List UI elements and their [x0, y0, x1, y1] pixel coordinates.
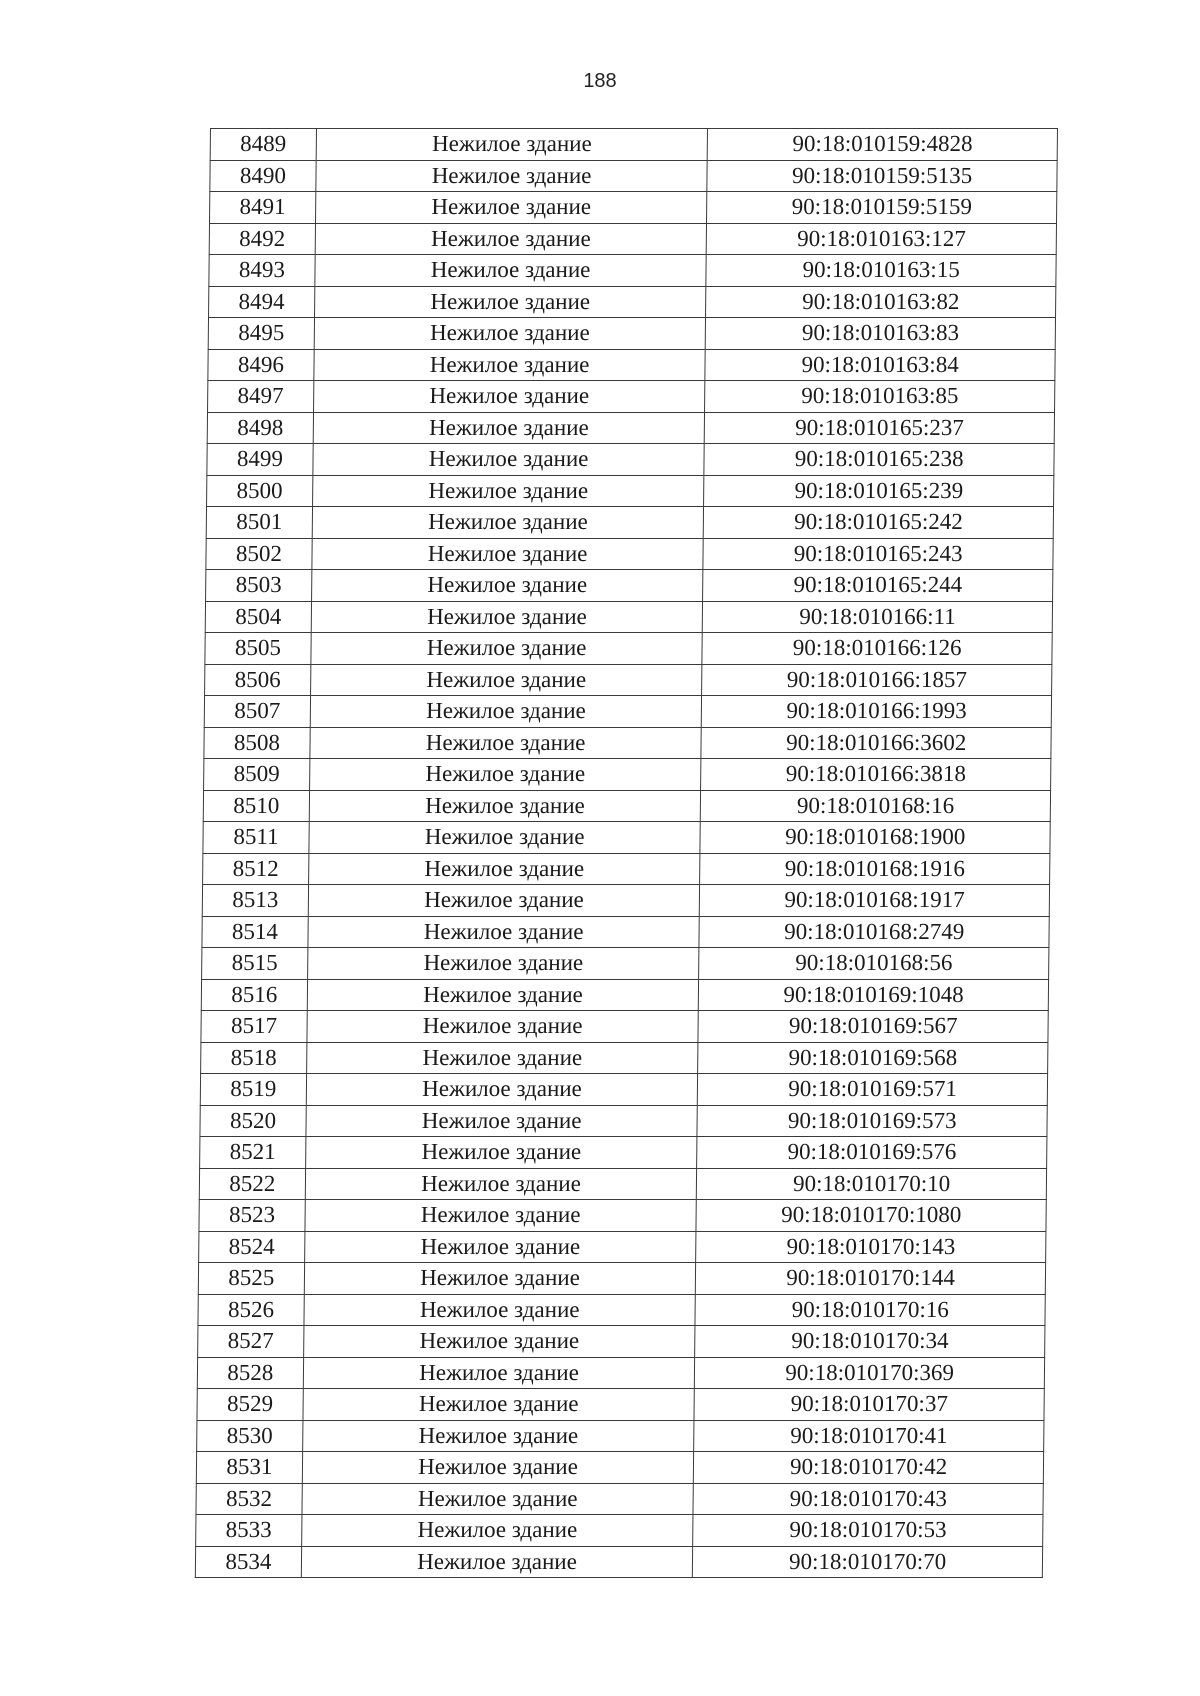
row-number-cell: 8490: [210, 160, 316, 192]
object-type-cell: Нежилое здание: [302, 1515, 694, 1547]
row-number-cell: 8504: [205, 601, 311, 633]
table-row: [202, 885, 1049, 917]
row-number-cell: 8493: [209, 255, 315, 287]
cadastral-number-cell: 90:18:010170:53: [693, 1515, 1043, 1547]
cadastral-number-cell: 90:18:010165:242: [704, 507, 1054, 539]
row-number-cell: 8532: [196, 1483, 302, 1515]
cadastral-number-cell: 90:18:010170:1080: [696, 1200, 1046, 1232]
table-row: [198, 1326, 1045, 1358]
cadastral-number-cell: 90:18:010163:82: [706, 286, 1056, 318]
table-row: [197, 1357, 1044, 1389]
cadastral-number-cell: 90:18:010170:10: [697, 1168, 1047, 1200]
table-row: [197, 1389, 1044, 1421]
row-number-cell: 8527: [198, 1326, 304, 1358]
object-type-cell: Нежилое здание: [308, 885, 700, 917]
cadastral-number-cell: 90:18:010170:143: [696, 1231, 1046, 1263]
table-row: [210, 129, 1057, 161]
table-row: [196, 1515, 1043, 1547]
cadastral-number-cell: 90:18:010159:5159: [707, 192, 1057, 224]
table-row: [196, 1452, 1043, 1484]
table-row: [201, 1042, 1048, 1074]
cadastral-number-cell: 90:18:010170:41: [694, 1420, 1044, 1452]
object-type-cell: Нежилое здание: [314, 318, 706, 350]
row-number-cell: 8521: [200, 1137, 306, 1169]
cadastral-number-cell: 90:18:010170:369: [695, 1357, 1045, 1389]
object-type-cell: Нежилое здание: [303, 1326, 695, 1358]
row-number-cell: 8514: [202, 916, 308, 948]
row-number-cell: 8508: [204, 727, 310, 759]
table-row: [207, 444, 1054, 476]
row-number-cell: 8522: [199, 1168, 305, 1200]
object-type-cell: Нежилое здание: [301, 1546, 693, 1578]
object-type-cell: Нежилое здание: [312, 507, 704, 539]
row-number-cell: 8494: [209, 286, 315, 318]
object-type-cell: Нежилое здание: [309, 759, 701, 791]
table-row: [204, 696, 1051, 728]
row-number-cell: 8512: [203, 853, 309, 885]
row-number-cell: 8523: [199, 1200, 305, 1232]
table-row: [199, 1168, 1046, 1200]
table-row: [209, 223, 1056, 255]
cadastral-number-cell: 90:18:010166:3602: [701, 727, 1051, 759]
row-number-cell: 8513: [202, 885, 308, 917]
object-type-cell: Нежилое здание: [311, 601, 703, 633]
object-type-cell: Нежилое здание: [315, 223, 707, 255]
row-number-cell: 8503: [206, 570, 312, 602]
row-number-cell: 8507: [204, 696, 310, 728]
object-type-cell: Нежилое здание: [305, 1168, 697, 1200]
row-number-cell: 8505: [205, 633, 311, 665]
object-type-cell: Нежилое здание: [306, 1042, 698, 1074]
row-number-cell: 8529: [197, 1389, 303, 1421]
row-number-cell: 8533: [196, 1515, 302, 1547]
table-row: [199, 1200, 1046, 1232]
cadastral-number-cell: 90:18:010163:84: [705, 349, 1055, 381]
table-row: [203, 853, 1050, 885]
row-number-cell: 8517: [201, 1011, 307, 1043]
object-type-cell: Нежилое здание: [313, 412, 705, 444]
cadastral-number-cell: 90:18:010169:573: [697, 1105, 1047, 1137]
cadastral-number-cell: 90:18:010166:126: [702, 633, 1052, 665]
table-row: [205, 633, 1052, 665]
table-row: [203, 822, 1050, 854]
cadastral-number-cell: 90:18:010163:83: [706, 318, 1056, 350]
cadastral-number-cell: 90:18:010159:4828: [708, 129, 1058, 161]
object-type-cell: Нежилое здание: [314, 286, 706, 318]
object-type-cell: Нежилое здание: [315, 255, 707, 287]
object-type-cell: Нежилое здание: [309, 790, 701, 822]
cadastral-number-cell: 90:18:010170:37: [694, 1389, 1044, 1421]
object-type-cell: Нежилое здание: [308, 853, 700, 885]
table-row: [201, 1011, 1048, 1043]
table-row: [198, 1294, 1045, 1326]
table-row: [209, 286, 1056, 318]
object-type-cell: Нежилое здание: [303, 1389, 695, 1421]
registry-table-body: [195, 129, 1057, 1578]
table-row: [202, 916, 1049, 948]
object-type-cell: Нежилое здание: [311, 633, 703, 665]
cadastral-number-cell: 90:18:010168:1900: [700, 822, 1050, 854]
row-number-cell: 8518: [201, 1042, 307, 1074]
cadastral-number-cell: 90:18:010163:15: [706, 255, 1056, 287]
object-type-cell: Нежилое здание: [310, 696, 702, 728]
cadastral-number-cell: 90:18:010170:43: [693, 1483, 1043, 1515]
table-row: [202, 948, 1049, 980]
cadastral-number-cell: 90:18:010165:244: [703, 570, 1053, 602]
table-row: [196, 1483, 1043, 1515]
object-type-cell: Нежилое здание: [302, 1452, 694, 1484]
row-number-cell: 8534: [195, 1546, 301, 1578]
row-number-cell: 8510: [203, 790, 309, 822]
object-type-cell: Нежилое здание: [304, 1231, 696, 1263]
object-type-cell: Нежилое здание: [304, 1294, 696, 1326]
row-number-cell: 8528: [197, 1357, 303, 1389]
cadastral-number-cell: 90:18:010170:70: [693, 1546, 1043, 1578]
object-type-cell: Нежилое здание: [304, 1263, 696, 1295]
row-number-cell: 8506: [205, 664, 311, 696]
cadastral-number-cell: 90:18:010159:5135: [707, 160, 1057, 192]
row-number-cell: 8497: [208, 381, 314, 413]
cadastral-number-cell: 90:18:010169:571: [698, 1074, 1048, 1106]
table-row: [207, 475, 1054, 507]
row-number-cell: 8516: [201, 979, 307, 1011]
object-type-cell: Нежилое здание: [305, 1200, 697, 1232]
cadastral-number-cell: 90:18:010168:1917: [700, 885, 1050, 917]
cadastral-number-cell: 90:18:010168:56: [699, 948, 1049, 980]
object-type-cell: Нежилое здание: [313, 381, 705, 413]
table-row: [195, 1546, 1042, 1578]
row-number-cell: 8498: [207, 412, 313, 444]
cadastral-number-cell: 90:18:010166:11: [703, 601, 1053, 633]
cadastral-number-cell: 90:18:010165:238: [704, 444, 1054, 476]
object-type-cell: Нежилое здание: [307, 948, 699, 980]
cadastral-number-cell: 90:18:010165:237: [705, 412, 1055, 444]
row-number-cell: 8526: [198, 1294, 304, 1326]
table-row: [208, 349, 1055, 381]
table-row: [206, 507, 1053, 539]
table-row: [210, 160, 1057, 192]
row-number-cell: 8502: [206, 538, 312, 570]
table-row: [198, 1263, 1045, 1295]
object-type-cell: Нежилое здание: [306, 1074, 698, 1106]
cadastral-number-cell: 90:18:010169:1048: [699, 979, 1049, 1011]
object-type-cell: Нежилое здание: [308, 916, 700, 948]
cadastral-number-cell: 90:18:010163:85: [705, 381, 1055, 413]
row-number-cell: 8520: [200, 1105, 306, 1137]
row-number-cell: 8496: [208, 349, 314, 381]
object-type-cell: Нежилое здание: [309, 822, 701, 854]
object-type-cell: Нежилое здание: [315, 192, 707, 224]
page-number: 188: [583, 70, 617, 92]
row-number-cell: 8500: [207, 475, 313, 507]
table-row: [205, 664, 1052, 696]
cadastral-number-cell: 90:18:010168:16: [701, 790, 1051, 822]
cadastral-number-cell: 90:18:010166:1857: [702, 664, 1052, 696]
table-row: [200, 1137, 1047, 1169]
object-type-cell: Нежилое здание: [305, 1137, 697, 1169]
cadastral-number-cell: 90:18:010170:16: [695, 1294, 1045, 1326]
table-row: [205, 601, 1052, 633]
object-type-cell: Нежилое здание: [316, 129, 708, 161]
object-type-cell: Нежилое здание: [302, 1483, 694, 1515]
table-row: [199, 1231, 1046, 1263]
row-number-cell: 8489: [210, 129, 316, 161]
row-number-cell: 8525: [198, 1263, 304, 1295]
object-type-cell: Нежилое здание: [311, 570, 703, 602]
object-type-cell: Нежилое здание: [313, 444, 705, 476]
object-type-cell: Нежилое здание: [312, 475, 704, 507]
cadastral-number-cell: 90:18:010163:127: [707, 223, 1057, 255]
row-number-cell: 8499: [207, 444, 313, 476]
cadastral-number-cell: 90:18:010170:42: [694, 1452, 1044, 1484]
row-number-cell: 8495: [208, 318, 314, 350]
table-row: [208, 381, 1055, 413]
table-row: [203, 790, 1050, 822]
object-type-cell: Нежилое здание: [307, 979, 699, 1011]
table-row: [200, 1105, 1047, 1137]
row-number-cell: 8511: [203, 822, 309, 854]
cadastral-number-cell: 90:18:010169:567: [698, 1011, 1048, 1043]
row-number-cell: 8501: [206, 507, 312, 539]
cadastral-number-cell: 90:18:010166:3818: [701, 759, 1051, 791]
object-type-cell: Нежилое здание: [314, 349, 706, 381]
row-number-cell: 8531: [196, 1452, 302, 1484]
row-number-cell: 8509: [204, 759, 310, 791]
cadastral-number-cell: 90:18:010170:34: [695, 1326, 1045, 1358]
table-row: [206, 570, 1053, 602]
object-type-cell: Нежилое здание: [306, 1105, 698, 1137]
row-number-cell: 8492: [209, 223, 315, 255]
object-type-cell: Нежилое здание: [302, 1420, 694, 1452]
table-row: [197, 1420, 1044, 1452]
cadastral-number-cell: 90:18:010165:239: [704, 475, 1054, 507]
cadastral-number-cell: 90:18:010168:1916: [700, 853, 1050, 885]
row-number-cell: 8530: [197, 1420, 303, 1452]
row-number-cell: 8491: [210, 192, 316, 224]
table-row: [201, 979, 1048, 1011]
object-type-cell: Нежилое здание: [312, 538, 704, 570]
cadastral-number-cell: 90:18:010170:144: [696, 1263, 1046, 1295]
table-row: [204, 727, 1051, 759]
object-type-cell: Нежилое здание: [310, 664, 702, 696]
registry-table: [195, 128, 1058, 1578]
object-type-cell: Нежилое здание: [303, 1357, 695, 1389]
table-row: [204, 759, 1051, 791]
object-type-cell: Нежилое здание: [307, 1011, 699, 1043]
cadastral-number-cell: 90:18:010166:1993: [702, 696, 1052, 728]
cadastral-number-cell: 90:18:010165:243: [703, 538, 1053, 570]
row-number-cell: 8524: [199, 1231, 305, 1263]
cadastral-number-cell: 90:18:010168:2749: [699, 916, 1049, 948]
object-type-cell: Нежилое здание: [310, 727, 702, 759]
object-type-cell: Нежилое здание: [316, 160, 708, 192]
row-number-cell: 8519: [200, 1074, 306, 1106]
table-row: [207, 412, 1054, 444]
table-row: [206, 538, 1053, 570]
table-row: [208, 318, 1055, 350]
row-number-cell: 8515: [202, 948, 308, 980]
table-row: [200, 1074, 1047, 1106]
table-row: [209, 255, 1056, 287]
cadastral-number-cell: 90:18:010169:576: [697, 1137, 1047, 1169]
cadastral-number-cell: 90:18:010169:568: [698, 1042, 1048, 1074]
table-row: [210, 192, 1057, 224]
